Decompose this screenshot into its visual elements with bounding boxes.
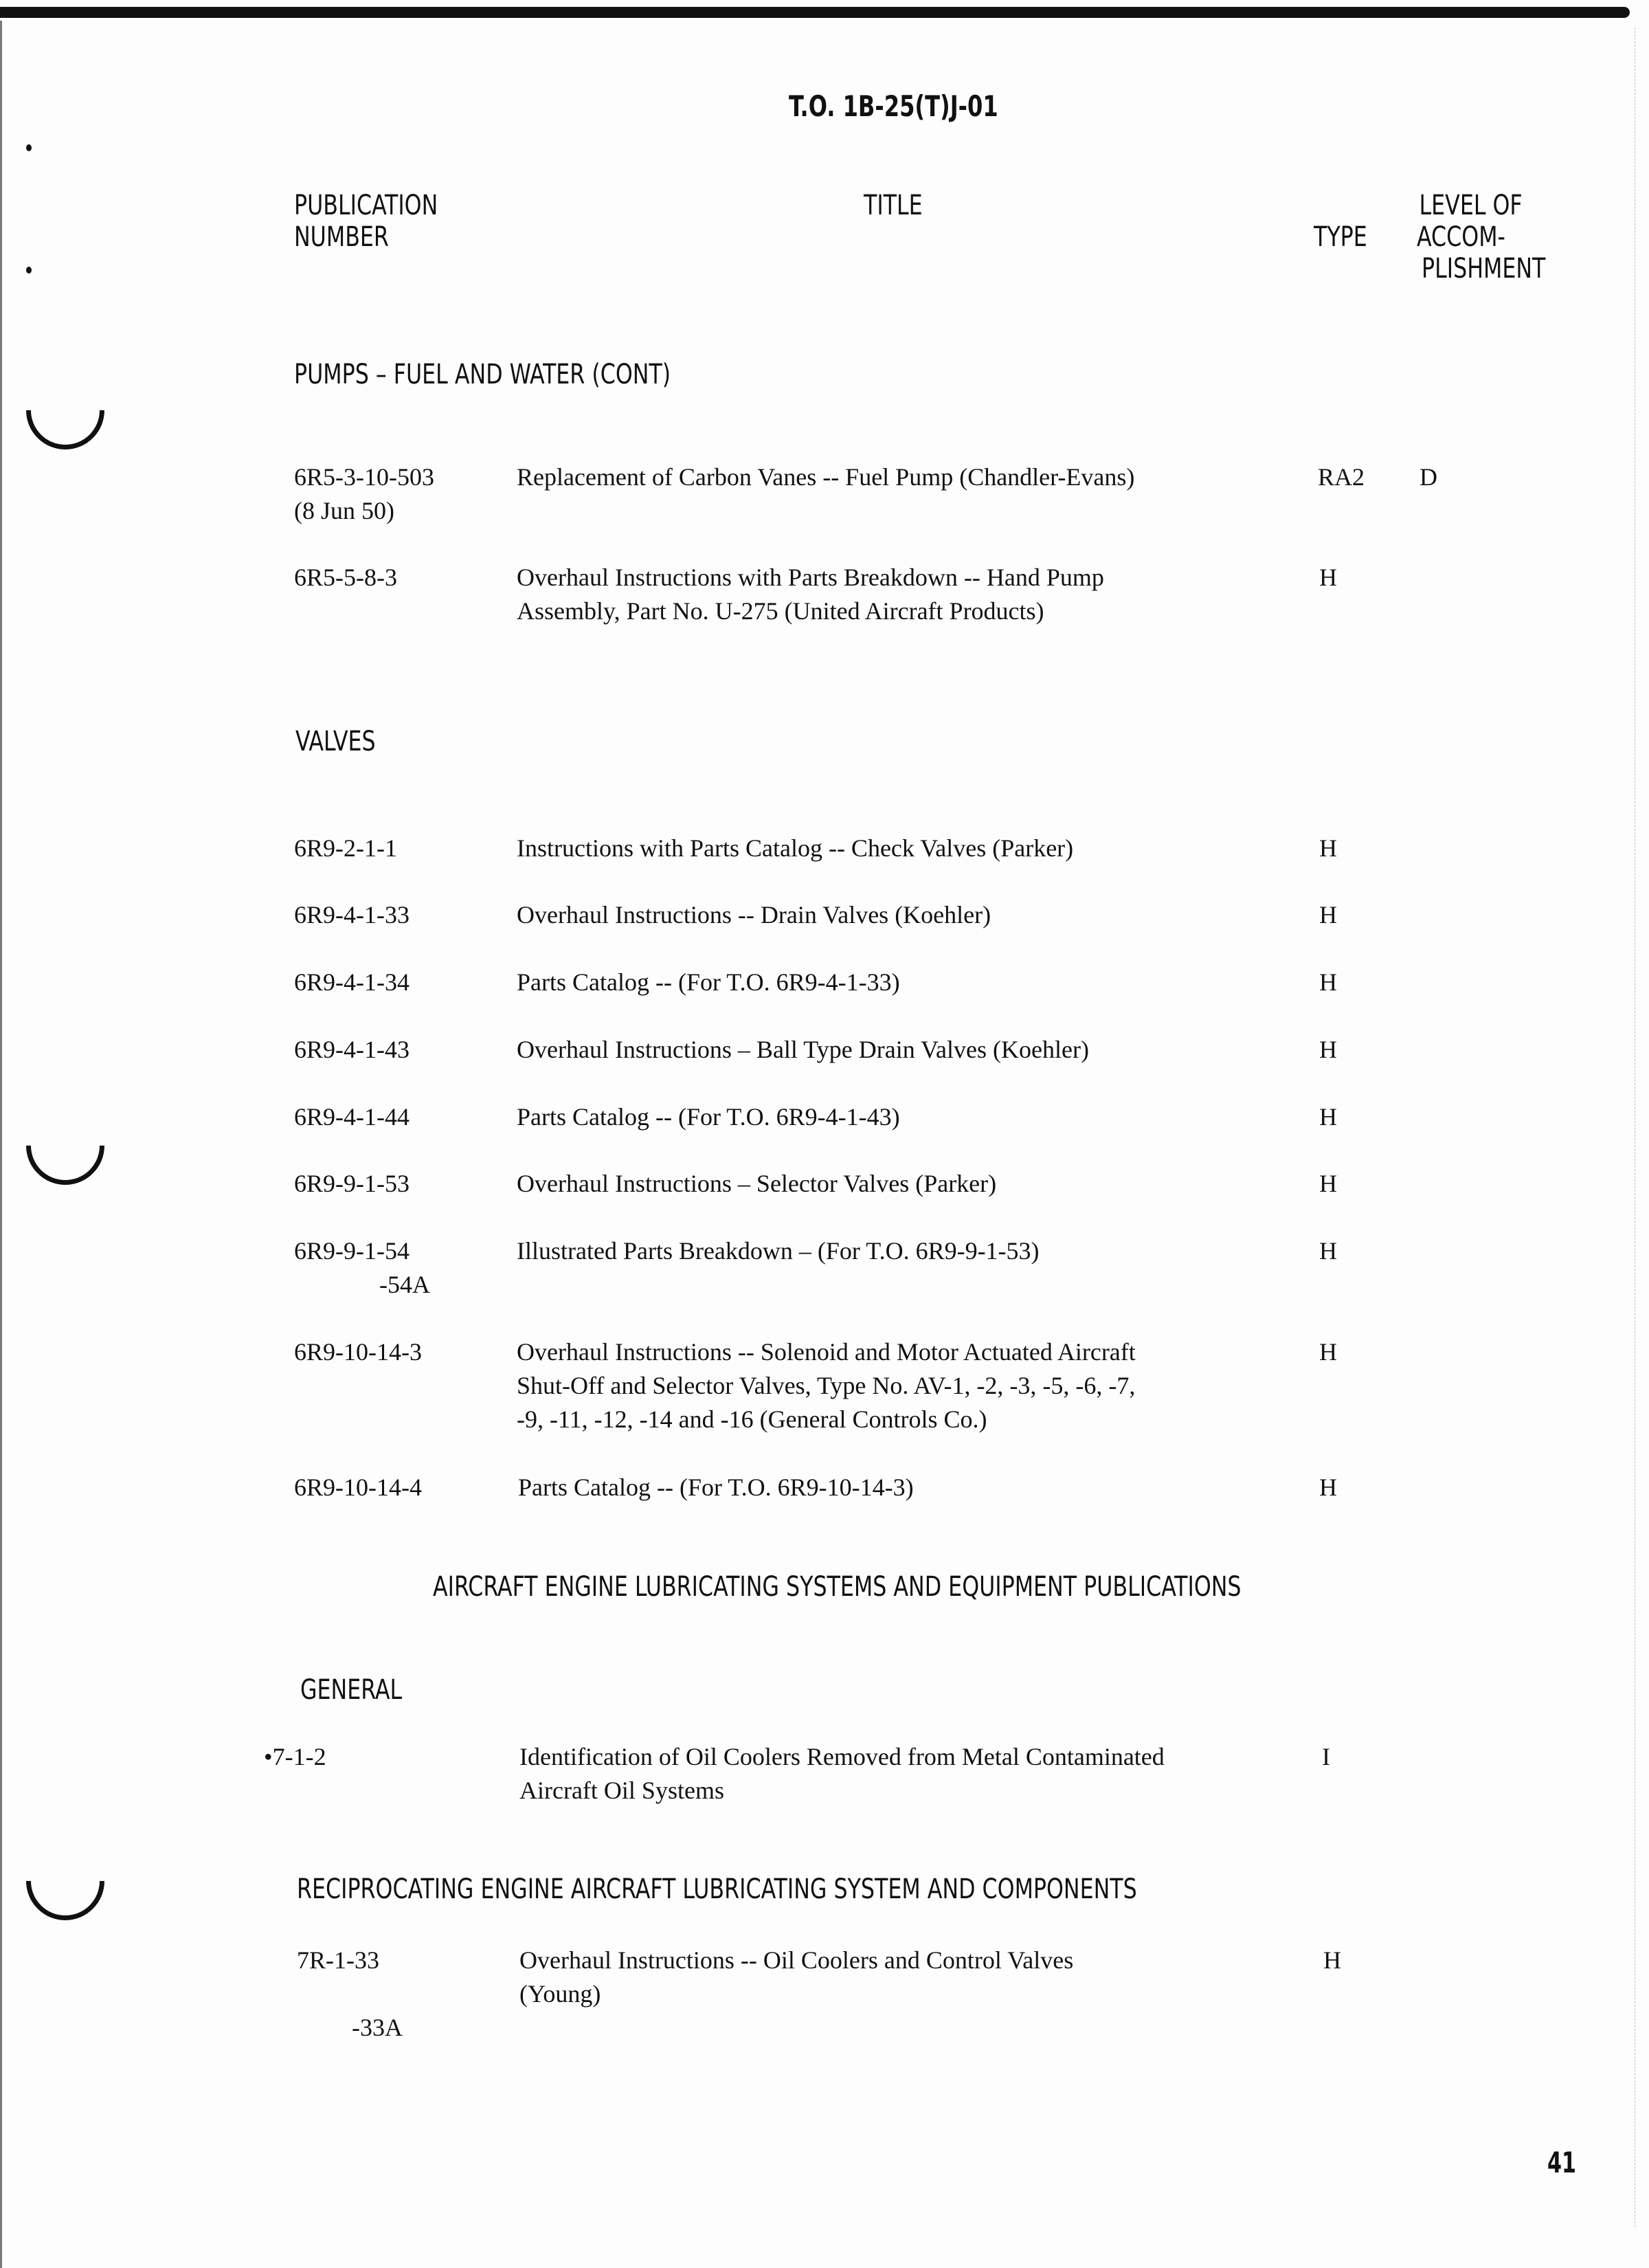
- title-line: Shut-Off and Selector Valves, Type No. AV-1, -2, -3, -5, -6, -7,: [517, 1372, 1136, 1399]
- page-right-edge: [1634, 27, 1635, 2227]
- column-header-publication-number: [294, 190, 438, 253]
- publication-type: H: [1323, 1946, 1341, 1974]
- major-heading: AIRCRAFT ENGINE LUBRICATING SYSTEMS AND EQUIPMENT PUBLICATIONS: [433, 1571, 1242, 1603]
- publication-title: Overhaul Instructions -- Drain Valves (Koehler): [517, 901, 991, 929]
- column-header-line: LEVEL OF: [1419, 190, 1523, 221]
- publication-number: [297, 1944, 403, 2045]
- publication-title: Overhaul Instructions – Ball Type Drain Valves (Koehler): [517, 1036, 1089, 1063]
- column-header-line: ACCOM-: [1417, 221, 1505, 253]
- publication-number: •7-1-2: [264, 1743, 326, 1770]
- column-header-level: [1417, 190, 1545, 285]
- publication-type: H: [1319, 901, 1337, 929]
- title-line: (Young): [519, 1980, 601, 2008]
- section-heading: PUMPS – FUEL AND WATER (CONT): [294, 359, 671, 390]
- binder-hole-icon: [10, 1090, 120, 1201]
- publication-number: 6R9-10-14-4: [294, 1474, 422, 1501]
- publication-date: (8 Jun 50): [294, 497, 394, 524]
- publication-title: [519, 1944, 1296, 2011]
- page-number: 41: [1547, 2146, 1577, 2179]
- title-line: Aircraft Oil Systems: [519, 1777, 724, 1804]
- title-line: Overhaul Instructions -- Solenoid and Motor Actuated Aircraft: [517, 1338, 1136, 1366]
- publication-type: H: [1319, 1338, 1337, 1366]
- title-line: -9, -11, -12, -14 and -16 (General Controls Co.): [517, 1405, 987, 1433]
- binder-hole-icon: [10, 355, 120, 465]
- publication-type: RA2: [1318, 463, 1365, 491]
- publication-number: 6R9-4-1-34: [294, 968, 410, 996]
- publication-number: 6R5-5-8-3: [294, 564, 397, 591]
- publication-number: 6R9-4-1-33: [294, 901, 410, 929]
- page-left-edge: [0, 21, 2, 2268]
- column-header-line: NUMBER: [294, 221, 389, 253]
- publication-type: H: [1319, 1237, 1337, 1265]
- section-heading: RECIPROCATING ENGINE AIRCRAFT LUBRICATING SYSTEM AND COMPONENTS: [297, 1874, 1137, 1905]
- publication-title: Parts Catalog -- (For T.O. 6R9-10-14-3): [518, 1474, 914, 1501]
- publication-type: H: [1319, 834, 1337, 862]
- publication-type: H: [1319, 968, 1337, 996]
- publication-type: H: [1319, 1103, 1337, 1131]
- publication-number: 6R9-4-1-44: [294, 1103, 410, 1131]
- publication-number-text: 6R5-3-10-503: [294, 463, 434, 491]
- column-header-line: PUBLICATION: [294, 190, 438, 221]
- publication-type: H: [1319, 564, 1337, 591]
- publication-number-text: 7R-1-33: [297, 1946, 379, 1974]
- publication-number: 6R9-9-1-53: [294, 1170, 410, 1197]
- publication-number: [294, 1234, 430, 1302]
- publication-number-supplement: -54A: [379, 1271, 430, 1298]
- page-top-border: [0, 7, 1630, 18]
- title-line: Identification of Oil Coolers Removed from Metal Contaminated: [519, 1743, 1165, 1770]
- speck-dot: [26, 267, 32, 274]
- publication-title: Overhaul Instructions – Selector Valves (Parker): [517, 1170, 997, 1197]
- publication-type: H: [1319, 1170, 1337, 1197]
- publication-type: I: [1322, 1743, 1330, 1770]
- publication-title: Illustrated Parts Breakdown – (For T.O. 6R9-9-1-53): [517, 1237, 1040, 1265]
- column-header-title: TITLE: [864, 190, 923, 221]
- column-header-line: PLISHMENT: [1422, 253, 1546, 285]
- title-line: Assembly, Part No. U-275 (United Aircraft Products): [517, 597, 1044, 625]
- section-heading: VALVES: [295, 726, 376, 757]
- column-header-type: TYPE: [1314, 221, 1367, 253]
- publication-number-text: 6R9-9-1-54: [294, 1237, 410, 1265]
- publication-number-supplement: -33A: [352, 2014, 403, 2041]
- publication-level: D: [1420, 463, 1437, 491]
- publication-number: [294, 460, 434, 528]
- publication-number: 6R9-4-1-43: [294, 1036, 410, 1063]
- publication-type: H: [1319, 1474, 1337, 1501]
- publication-type: H: [1319, 1036, 1337, 1063]
- publication-title: Instructions with Parts Catalog -- Check Valves (Parker): [517, 834, 1074, 862]
- title-line: Overhaul Instructions -- Oil Coolers and Control Valves: [519, 1946, 1074, 1974]
- document-id: T.O. 1B-25(T)J-01: [789, 89, 998, 123]
- section-heading: GENERAL: [300, 1674, 403, 1706]
- publication-title: Replacement of Carbon Vanes -- Fuel Pump (Chandler-Evans): [517, 463, 1135, 491]
- publication-title: Parts Catalog -- (For T.O. 6R9-4-1-43): [517, 1103, 900, 1131]
- binder-hole-icon: [10, 1825, 120, 1936]
- publication-number: 6R9-2-1-1: [294, 834, 397, 862]
- speck-dot: [26, 144, 32, 151]
- publication-number: 6R9-10-14-3: [294, 1338, 422, 1366]
- publication-title: [517, 561, 1293, 628]
- publication-title: [517, 1335, 1293, 1436]
- title-line: Overhaul Instructions with Parts Breakdown -- Hand Pump: [517, 564, 1104, 591]
- publication-title: [519, 1740, 1296, 1808]
- publication-title: Parts Catalog -- (For T.O. 6R9-4-1-33): [517, 968, 900, 996]
